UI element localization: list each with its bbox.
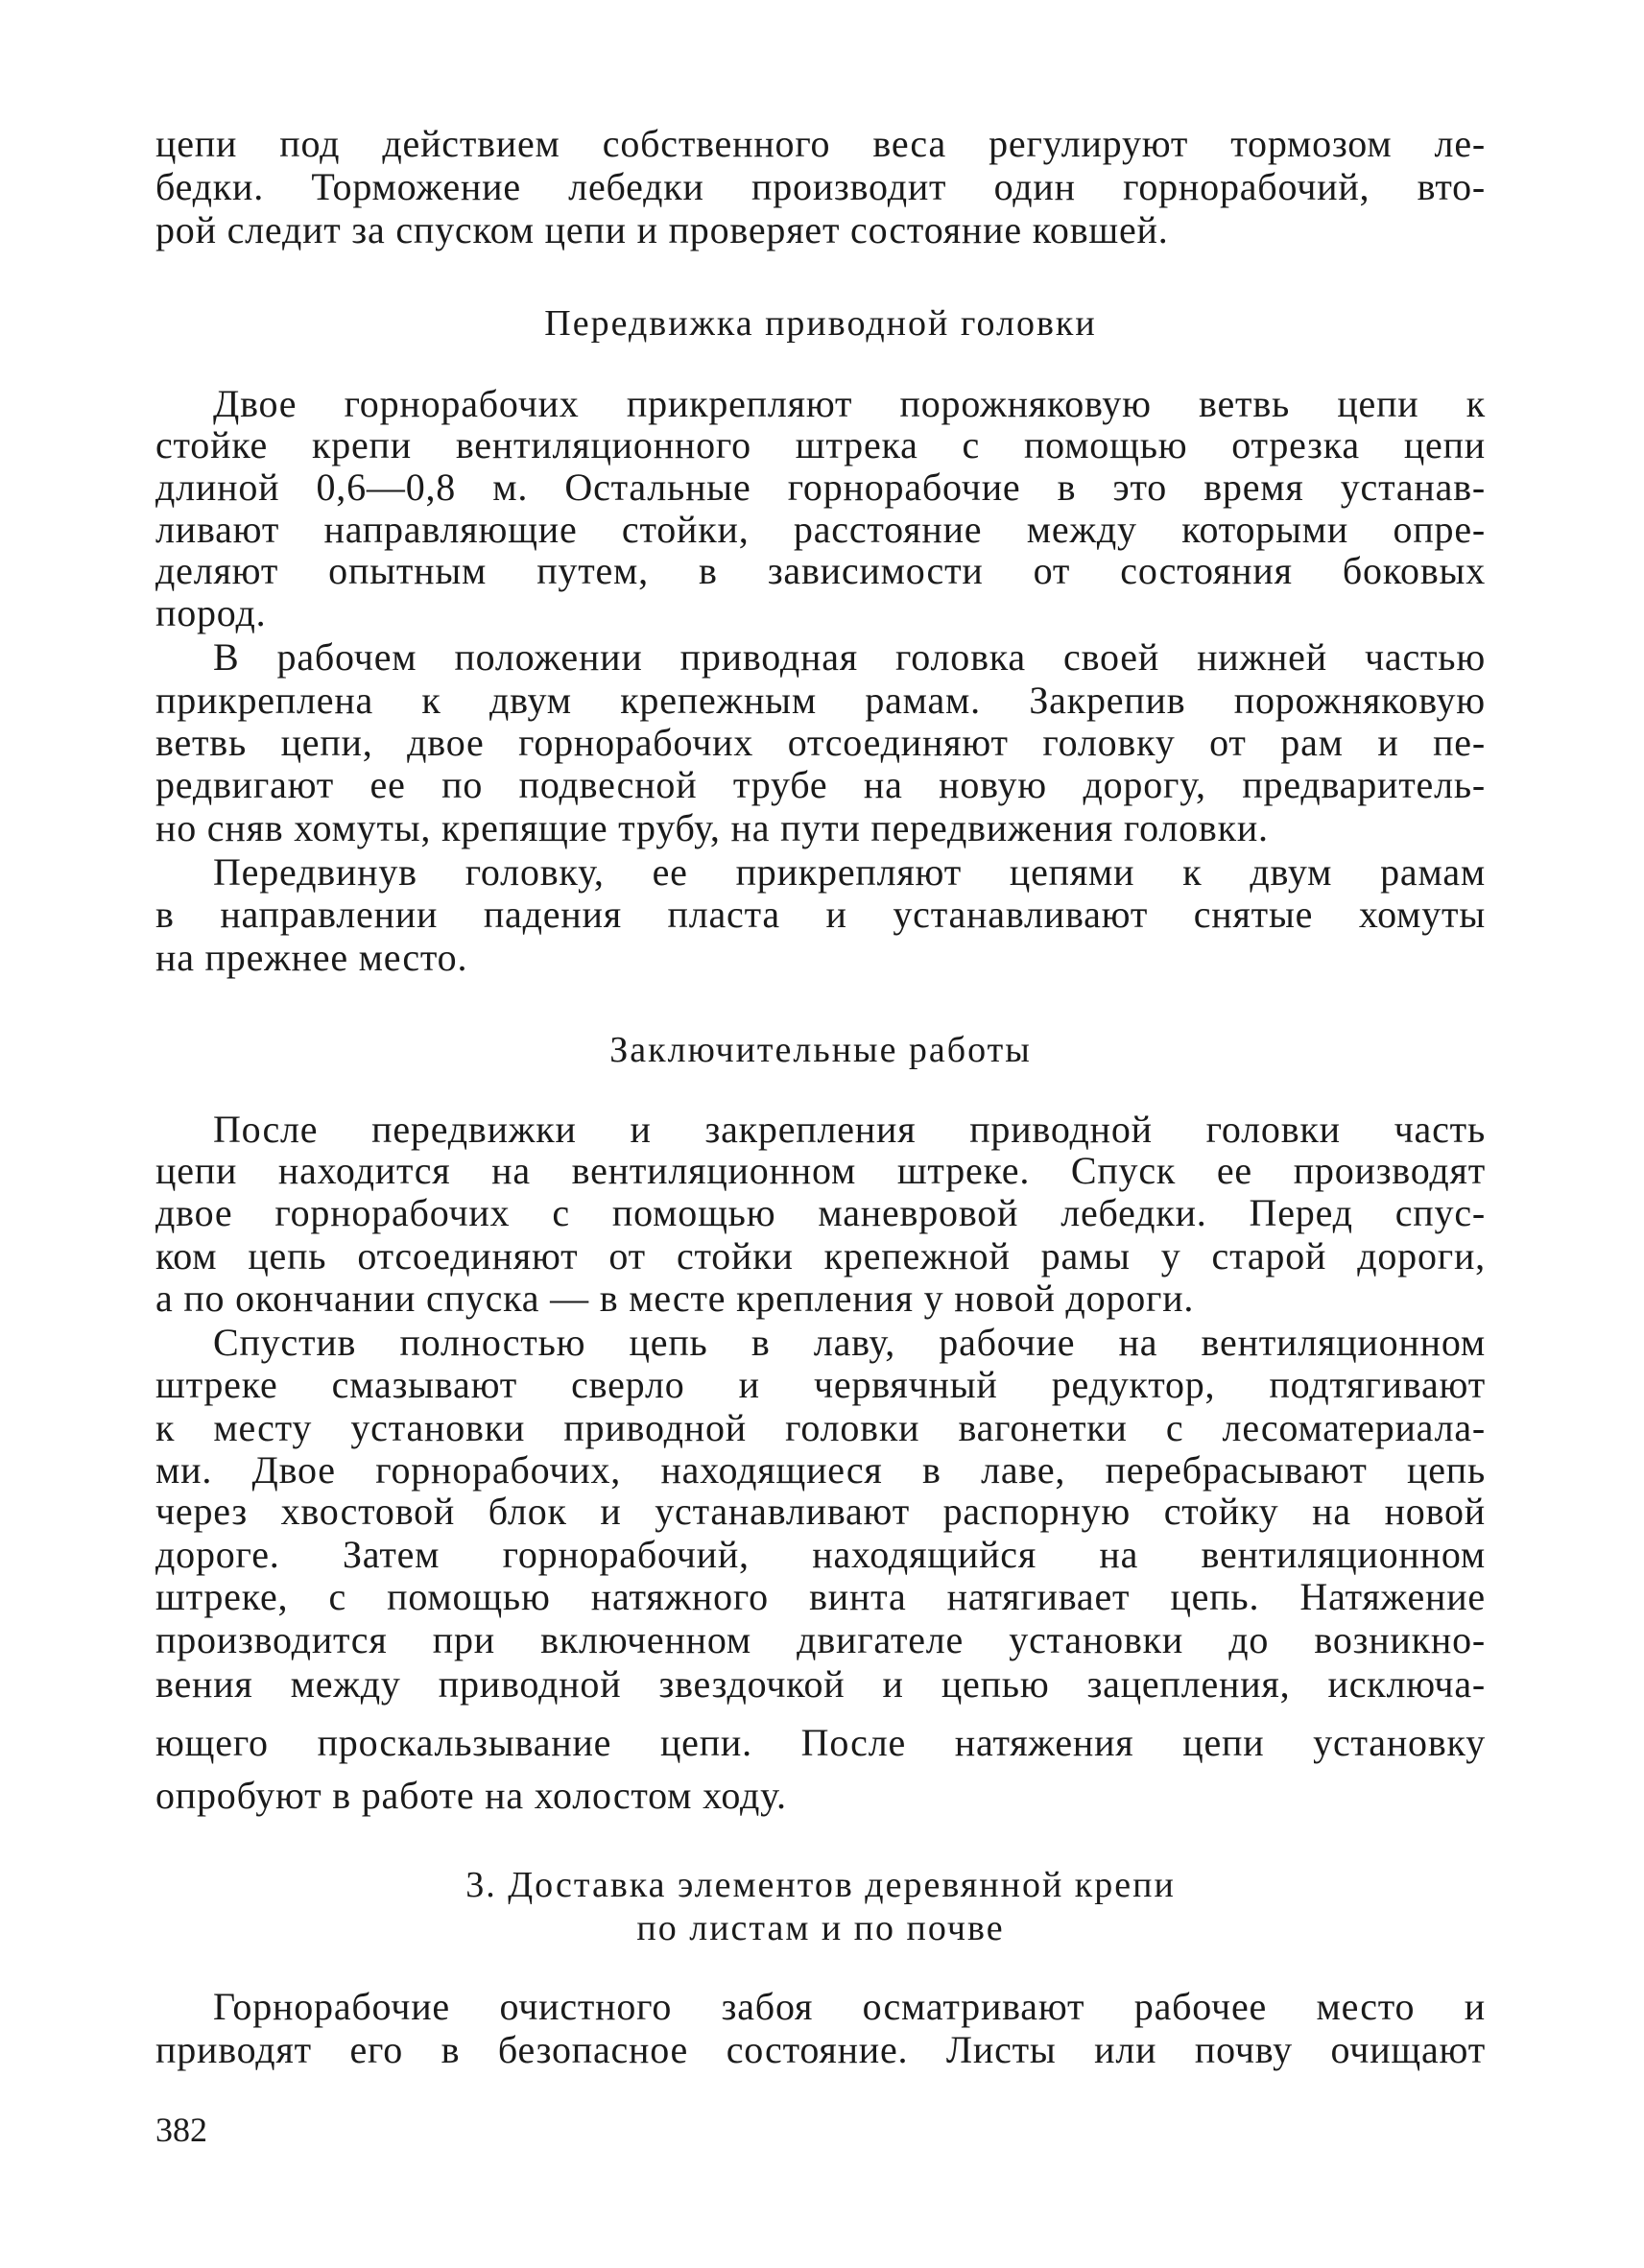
text-line: Передвинув головку, ее прикрепляют цепями к двум рамам xyxy=(213,850,1486,894)
section-heading: Заключительные работы xyxy=(609,1030,1032,1070)
text-line: цепи под действием собственного веса регулируют тормозом ле- xyxy=(155,122,1486,165)
text-line: деляют опытным путем, в зависимости от состояния боковых xyxy=(155,549,1486,592)
section-heading: по листам и по почве xyxy=(636,1908,1005,1948)
text-line: После передвижки и закрепления приводной головки часть xyxy=(213,1108,1486,1151)
text-line: длиной 0,6—0,8 м. Остальные горнорабочие в это время устанав- xyxy=(155,466,1486,509)
text-line: пород. xyxy=(155,591,267,634)
text-line: штреке, с помощью натяжного винта натягивает цепь. Натяжение xyxy=(155,1575,1486,1618)
text-line: штреке смазывают сверло и червячный редуктор, подтягивают xyxy=(155,1363,1486,1406)
text-line: через хвостовой блок и устанавливают распорную стойку на новой xyxy=(155,1490,1486,1533)
text-line: производится при включенном двигателе установки до возникно- xyxy=(155,1618,1486,1661)
section-heading: 3. Доставка элементов деревянной крепи xyxy=(465,1865,1176,1905)
text-line: стойке крепи вентиляционного штрека с помощью отрезка цепи xyxy=(155,423,1486,466)
text-line: двое горнорабочих с помощью маневровой лебедки. Перед спус- xyxy=(155,1191,1486,1234)
text-line: опробуют в работе на холостом ходу. xyxy=(155,1774,787,1817)
text-line: Спустив полностью цепь в лаву, рабочие на вентиляционном xyxy=(213,1321,1486,1364)
text-line: ком цепь отсоединяют от стойки крепежной рамы у старой дороги, xyxy=(155,1234,1486,1277)
text-line: на прежнее место. xyxy=(155,936,468,979)
section-heading: Передвижка приводной головки xyxy=(544,303,1097,344)
text-line: дороге. Затем горнорабочий, находящийся на вентиляционном xyxy=(155,1533,1486,1576)
text-line: ющего проскальзывание цепи. После натяжения цепи установку xyxy=(155,1721,1486,1764)
text-line: но сняв хомуты, крепящие трубу, на пути передвижения головки. xyxy=(155,806,1269,849)
text-line: к месту установки приводной головки вагонетки с лесоматериала- xyxy=(155,1406,1486,1449)
text-line: прикреплена к двум крепежным рамам. Закрепив порожняковую xyxy=(155,679,1486,722)
text-line: в направлении падения пласта и устанавливают снятые хомуты xyxy=(155,893,1486,936)
text-line: В рабочем положении приводная головка своей нижней частью xyxy=(213,635,1486,679)
text-line: Двое горнорабочих прикрепляют порожняковую ветвь цепи к xyxy=(213,382,1486,425)
text-line: ветвь цепи, двое горнорабочих отсоединяют головку от рам и пе- xyxy=(155,721,1486,764)
text-line: ливают направляющие стойки, расстояние между которыми опре- xyxy=(155,508,1486,551)
text-line: вения между приводной звездочкой и цепью зацепления, исключа- xyxy=(155,1662,1486,1706)
text-line: а по окончании спуска — в месте крепления у новой дороги. xyxy=(155,1277,1195,1320)
text-line: приводят его в безопасное состояние. Листы или почву очищают xyxy=(155,2028,1486,2071)
page-number: 382 xyxy=(155,2111,207,2149)
text-line: редвигают ее по подвесной трубе на новую дорогу, предваритель- xyxy=(155,763,1486,806)
text-line: цепи находится на вентиляционном штреке. Спуск ее производят xyxy=(155,1149,1486,1192)
text-line: рой следит за спуском цепи и проверяет состояние ковшей. xyxy=(155,208,1169,251)
text-line: бедки. Торможение лебедки производит один горнорабочий, вто- xyxy=(155,165,1486,208)
text-line: ми. Двое горнорабочих, находящиеся в лаве, перебрасывают цепь xyxy=(155,1448,1486,1492)
text-line: Горнорабочие очистного забоя осматривают рабочее место и xyxy=(213,1985,1486,2028)
